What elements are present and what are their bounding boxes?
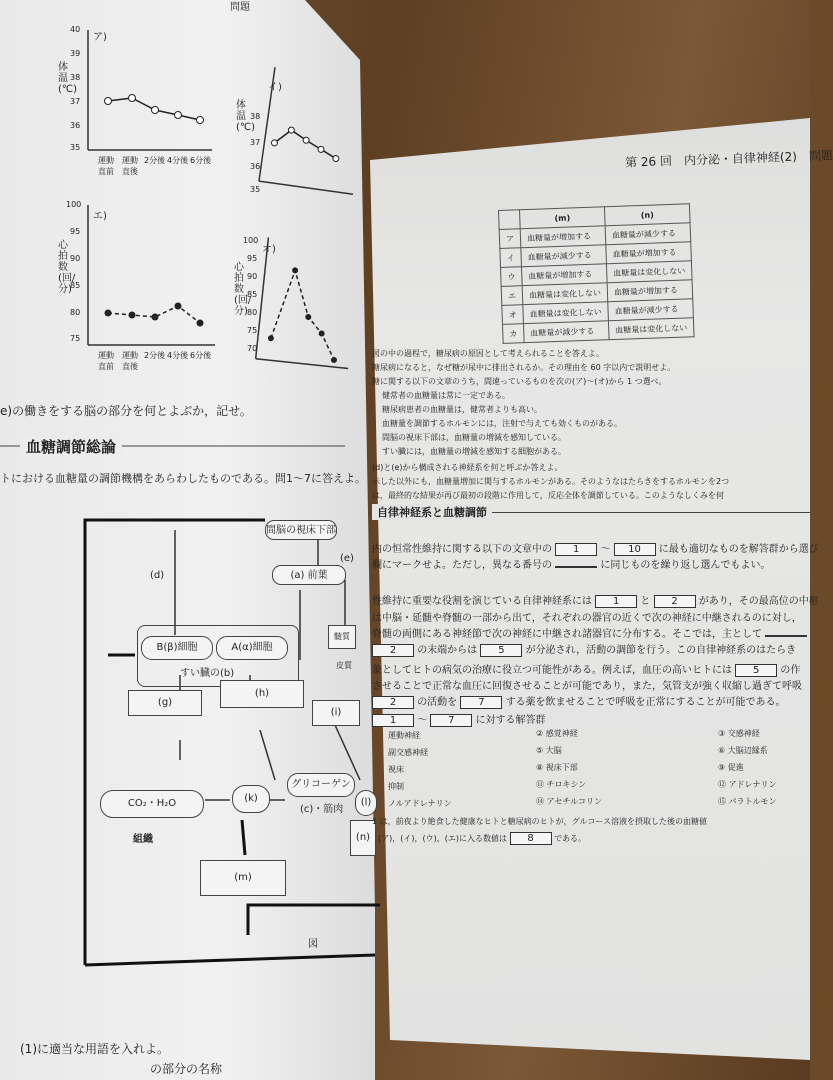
x-tick: 6分後 [190, 156, 212, 165]
answer-box[interactable]: 8 [510, 832, 552, 845]
chart-o-point [305, 314, 312, 321]
table-cell: 血糖量が増加する [521, 264, 607, 286]
chart-e-label: エ) [93, 211, 107, 222]
chart-e-tick: 100 [66, 200, 82, 209]
chart-a-tick: 35 [70, 143, 81, 152]
x-tick: 運動直後 [122, 156, 138, 176]
chart-e-tick: 95 [70, 227, 81, 236]
text-line: (d)と(e)から構成される神経系を何と呼ぶか答えよ。 [372, 463, 563, 472]
answer-box[interactable] [765, 635, 807, 637]
chart-o-tick: 95 [247, 254, 258, 263]
chart-e-ylabel: 心拍数(回/分) [58, 240, 76, 295]
text-line: は，最終的な結果が再び最初の段階に作用して，反応全体を調節している。このようなしくみを何 [372, 491, 724, 500]
text-line: 糖尿病になると，なぜ糖が尿中に排出されるか。その理由を 60 字以内で説明せよ。 [372, 363, 676, 372]
choice-item: ⑫ アドレナリン [718, 780, 777, 789]
choice-item: 抑制 [388, 782, 404, 791]
chart-a-tick: 37 [70, 97, 81, 106]
choice-item: ⑧ 視床下部 [536, 763, 578, 772]
chart-i-tick: 38 [250, 112, 261, 121]
answer-box[interactable] [555, 566, 597, 568]
table-cell: ア [499, 229, 521, 249]
choice-item: ⑥ 大脳辺縁系 [718, 746, 768, 755]
x-tick: 4分後 [167, 156, 189, 165]
chart-a-point [129, 95, 136, 102]
chart-a-point [175, 112, 182, 119]
chart-i-point [271, 139, 278, 146]
table-cell: 血糖量が減少する [523, 321, 609, 343]
table-cell: 血糖量が増加する [606, 242, 692, 264]
tissue-label: 組織 [133, 834, 153, 845]
right-header: 第 26 回 内分泌・自律神経(2) 問題 [624, 148, 833, 170]
box-h: (h) [220, 680, 304, 708]
chart-i-tick: 37 [250, 138, 261, 147]
chart-e-tick: 80 [70, 308, 81, 317]
table-cell: 血糖量が減少する [608, 299, 694, 321]
section-title: 血糖調節総論 [20, 436, 122, 457]
table-cell: 血糖量が増加する [520, 226, 606, 248]
chart-a-label: ア) [93, 32, 107, 43]
label-e: (e) [340, 553, 354, 564]
chart-a-ylabel: 体温(℃) [58, 62, 78, 95]
table-cell: 血糖量は変化しない [606, 261, 692, 283]
chart-a-tick: 36 [70, 121, 81, 130]
label-d: (d) [150, 570, 165, 581]
x-tick: 運動直前 [98, 156, 114, 176]
answer-box[interactable]: 7 [460, 696, 502, 709]
figure-caption: 図 [308, 939, 318, 950]
chart-e-point [197, 320, 204, 327]
section2-line: 1 ～ 7 に対する解答群 [372, 711, 546, 727]
pancreas-label: すい臓の(b) [180, 668, 235, 679]
chart-a-point [197, 117, 204, 124]
node-l: (l) [355, 790, 377, 816]
adrenal-cortex: 皮質 [336, 661, 352, 670]
text-line: すい臓には，血糖量の増減を感知する細胞がある。 [382, 447, 566, 456]
choice-item: ③ 交感神経 [718, 729, 760, 738]
chart-a-tick: 40 [70, 25, 81, 34]
section-intro: トにおける血糖量の調節機構をあらわしたものである。問1～7に答えよ。 [0, 472, 366, 485]
co2-node: CO₂・H₂O [100, 790, 204, 818]
choice-item: ⑮ パラトルモン [718, 797, 777, 806]
chart-e-point [105, 310, 112, 317]
table-cell: ウ [501, 267, 523, 287]
table-cell: カ [502, 324, 524, 344]
answer-box[interactable]: 5 [735, 664, 777, 677]
box-g: (g) [128, 690, 202, 716]
chart-a-tick: 39 [70, 49, 81, 58]
text-line: 間脳の視床下部は，血糖量の増減を感知している。 [382, 433, 566, 442]
answer-box[interactable]: 7 [430, 714, 472, 727]
choice-item: 副交感神経 [388, 748, 428, 757]
choice-item: ⑪ チロキシン [536, 780, 587, 789]
chart-e-point [175, 303, 182, 310]
table-cell: 血糖量が減少する [521, 245, 607, 267]
final-line: 1 は，前夜より絶食した健康なヒトと糖尿病のヒトが，グルコース溶液を摂取した後の血糖値 [372, 817, 707, 826]
chart-a-tick: 38 [70, 73, 81, 82]
table-cell: エ [501, 286, 523, 306]
table-header: (m) [520, 207, 606, 229]
text-line: 糖に関する以下の文章のうち，間違っているものを次の(ア)～(オ)から 1 つ選べ。 [372, 377, 667, 386]
choice-item: 視床 [388, 765, 404, 774]
answer-box[interactable]: 2 [372, 644, 414, 657]
table-cell: 血糖量は変化しない [523, 302, 609, 324]
section2-line: 内の恒常性維持に関する以下の文章中の 1 ～ 10 に最も適切なものを解答群から選び [372, 544, 819, 555]
x-tick: 2分後 [144, 156, 166, 165]
table-header: (n) [604, 204, 690, 226]
glycogen-node: グリコーゲン [287, 773, 355, 797]
chart-e-tick: 75 [70, 334, 81, 343]
section2-line: 欄にマークせよ。ただし，異なる番号の に同じものを繰り返し選んでもよい。 [372, 560, 771, 571]
text-line: 示した以外にも，血糖量増加に関与するホルモンがある。そのようなはたらきをするホルモンを2つ [372, 477, 730, 486]
chart-e-tick: 85 [70, 281, 81, 290]
table-cell: 血糖量が増加する [607, 280, 693, 302]
x-tick: 運動直前 [98, 351, 114, 371]
hypothalamus-node: 間脳の視床下部 [265, 520, 337, 540]
answer-box[interactable]: 10 [614, 543, 656, 556]
choice-item: ⑤ 大脳 [536, 746, 562, 755]
chart-o-point [292, 267, 299, 274]
chart-i-tick: 35 [250, 185, 261, 194]
b-cell-node: B(β)細胞 [141, 636, 213, 660]
choice-item: ノルアドレナリン [388, 799, 452, 808]
box-n: (n) [350, 820, 376, 856]
table-cell: 血糖量は変化しない [608, 318, 694, 340]
chart-i-label: イ) [268, 82, 282, 93]
answer-table [498, 203, 695, 344]
chart-o-tick: 90 [247, 272, 258, 281]
section2-line: 2 の活動を 7 する薬を飲ませることで呼吸を正常にすることが可能である。 [372, 693, 786, 709]
chart-e-point [129, 312, 136, 319]
section2-title: 自律神経系と血糖調節 [372, 504, 492, 520]
text-line: 糖尿病患者の血糖量は，健常者よりも高い。 [382, 405, 542, 414]
section2-line: 脊髄の両側にある神経節で次の神経に中継され諸器官に分布する。そこでは，主として [372, 625, 807, 640]
liver-label: (c)・筋肉 [300, 804, 344, 815]
chart-e-point [152, 314, 159, 321]
text-line: 血糖量を調節するホルモンには，注射で与えても効くものがある。 [382, 419, 622, 428]
chart-a-point [152, 107, 159, 114]
chart-i-point [288, 127, 295, 134]
section2-line: させることで正常な血圧に回復させることが可能であり，また，気管支が強く収縮し過ぎて呼吸 [372, 681, 802, 692]
box-i: (i) [312, 700, 360, 726]
answer-box[interactable]: 5 [480, 644, 522, 657]
answer-box[interactable]: 1 [595, 595, 637, 608]
answer-box[interactable]: 1 [372, 714, 414, 727]
answer-box[interactable]: 1 [555, 543, 597, 556]
node-k: (k) [232, 785, 270, 813]
table-cell: 血糖量が減少する [605, 223, 691, 245]
table-cell: オ [502, 305, 524, 325]
choice-item: ⑨ 促進 [718, 763, 744, 772]
final-line: (ア)，(イ)，(ウ)，(エ)に入る数値は 8 である。 [378, 833, 587, 844]
chart-o-tick: 100 [243, 236, 259, 245]
chart-i-point [303, 137, 310, 144]
section2-line: 2 の末端からは 5 が分泌され，活動の調節を行う。この自律神経系のはたらき [372, 641, 796, 657]
chart-o-label: オ) [262, 244, 276, 255]
x-tick: 4分後 [167, 351, 189, 360]
chart-o-point [318, 330, 325, 337]
chart-o-point [268, 335, 275, 342]
chart-i-ylabel: 体温(℃) [236, 100, 256, 133]
chart-i-tick: 36 [250, 162, 261, 171]
chart-o-line [269, 269, 343, 360]
choice-item: 運動神経 [388, 731, 420, 740]
section2-line: 性維持に重要な役割を演じている自律神経系には 1 と 2 があり，その最高位の中枢 [372, 596, 819, 607]
a-cell-node: A(α)細胞 [216, 636, 288, 660]
section2-line: 象としてヒトの病気の治療に役立つ可能性がある。例えば，血圧の高いヒトには 5 の作 [372, 665, 801, 676]
adrenal-medulla: 髄質 [328, 625, 356, 649]
section2-line: は中脳・延髄や脊髄の一部から出て，それぞれの器官の近くで次の神経に中継されるのに対し， [372, 613, 802, 624]
answer-box[interactable]: 2 [654, 595, 696, 608]
choice-item: ② 感覚神経 [536, 729, 578, 738]
choice-item: ⑭ アセチルコリン [536, 797, 603, 806]
chart-i-point [332, 155, 339, 162]
chart-o-point [331, 357, 338, 364]
answer-box[interactable]: 2 [372, 696, 414, 709]
chart-o-ylabel: 心拍数(回/分) [234, 262, 252, 317]
question-line: e)の働きをする脳の部分を何とよぶか，記せ。 [0, 404, 252, 418]
text-line: 図の中の過程で，糖尿病の原因として考えられることを答えよ。 [372, 349, 604, 358]
pituitary-node: (a) 前葉 [272, 565, 346, 585]
text-line: 健常者の血糖量は常に一定である。 [382, 391, 510, 400]
x-tick: 2分後 [144, 351, 166, 360]
table-cell: 血糖量は変化しない [522, 283, 608, 305]
chart-o-tick: 85 [247, 290, 258, 299]
left-header: 問題 [230, 2, 250, 13]
table-cell: イ [500, 248, 522, 268]
chart-o-tick: 75 [247, 326, 258, 335]
x-tick: 6分後 [190, 351, 212, 360]
chart-o-tick: 80 [247, 308, 258, 317]
box-m: (m) [200, 860, 286, 896]
footer-line-1: (1)に適当な用語を入れよ。 [20, 1042, 169, 1056]
chart-o-tick: 70 [247, 344, 258, 353]
chart-i-point [318, 146, 325, 153]
chart-e-tick: 90 [70, 254, 81, 263]
chart-a-point [105, 98, 112, 105]
x-tick: 運動直後 [122, 351, 138, 371]
footer-line-2: の部分の名称 [150, 1062, 223, 1076]
